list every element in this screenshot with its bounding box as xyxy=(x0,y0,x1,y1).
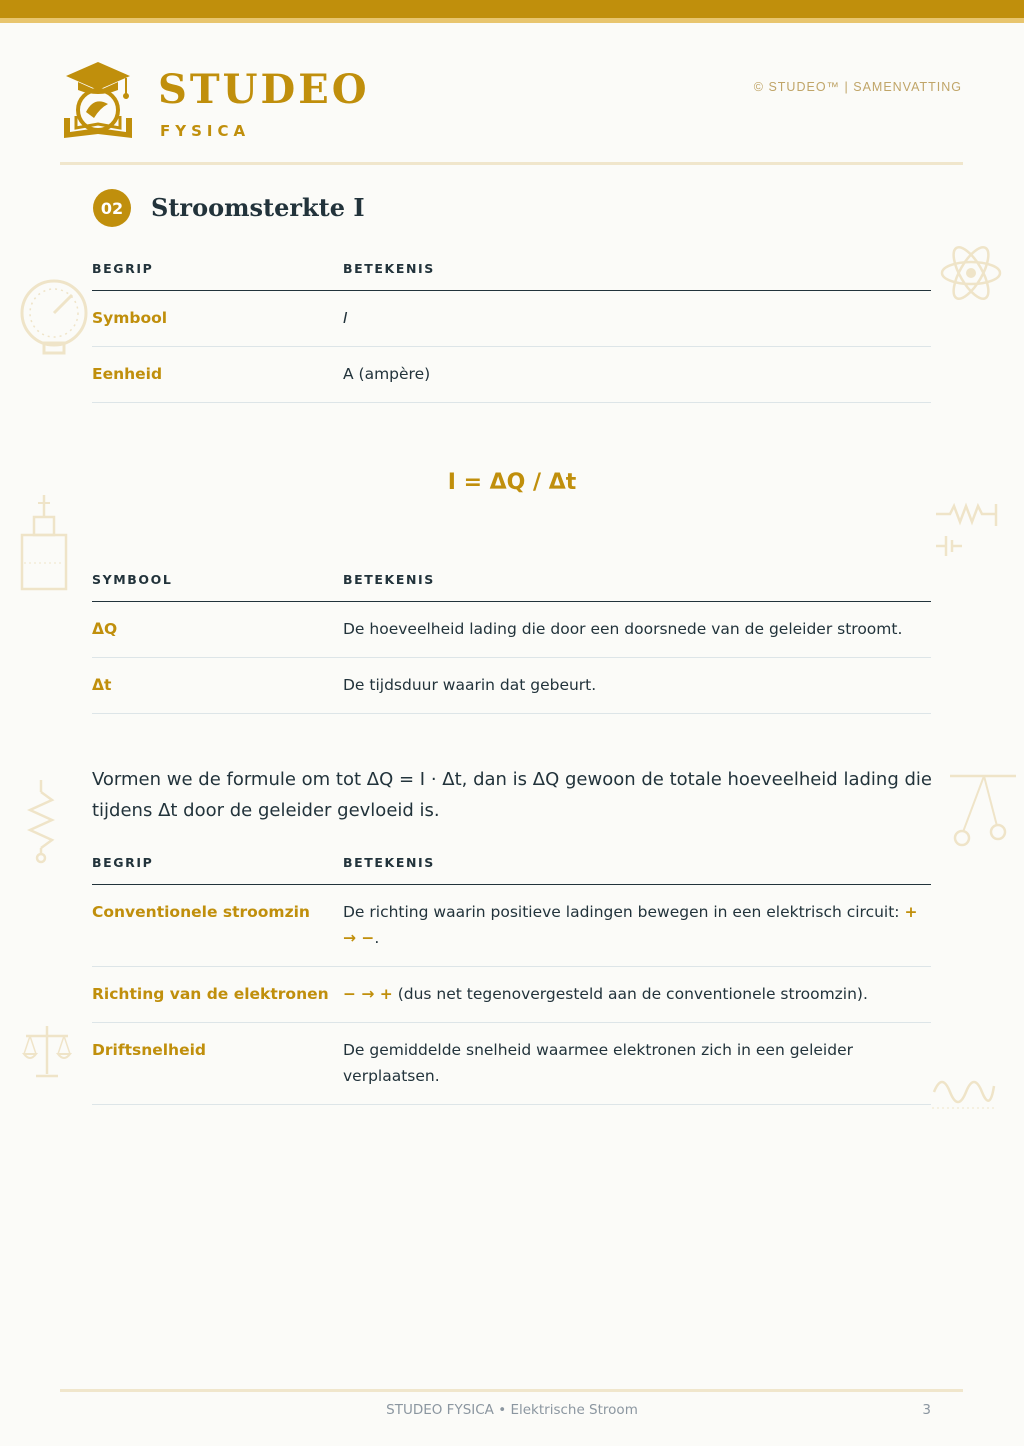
copyright-label: © STUDEO™ | SAMENVATTING xyxy=(753,80,962,94)
meaning-cell: De tijdsduur waarin dat gebeurt. xyxy=(343,658,931,714)
table-row xyxy=(92,1023,931,1105)
meaning-text: (dus net tegenovergesteld aan de conventionele stroomzin). xyxy=(392,985,868,1003)
term-cell: Eenheid xyxy=(92,347,343,403)
top-accent-bar xyxy=(0,0,1024,18)
meaning-text: . xyxy=(374,929,380,947)
atom-icon xyxy=(940,242,1002,304)
symbol-cell: ΔQ xyxy=(92,602,343,658)
brand-name: STUDEO xyxy=(158,66,370,113)
explanation-paragraph: Vormen we de formule om tot ΔQ = I · Δt, dan is ΔQ gewoon de totale hoeveelheid lading die tijdens Δt door de geleider gevloeid is. xyxy=(92,769,932,821)
battery-icon xyxy=(20,495,68,591)
symbol-cell: Δt xyxy=(92,658,343,714)
meaning-cell: I xyxy=(343,291,931,347)
column-header-meaning: BETEKENIS xyxy=(343,572,931,602)
term-cell: Symbool xyxy=(92,291,343,347)
meaning-cell: De hoeveelheid lading die door een doorsnede van de geleider stroomt. xyxy=(343,602,931,658)
direction-arrow: + → − xyxy=(343,903,918,947)
meaning-cell: A (ampère) xyxy=(343,347,931,403)
section-number-badge: 02 xyxy=(93,189,131,227)
scale-icon xyxy=(22,1024,72,1080)
top-accent-stripe xyxy=(0,18,1024,23)
table-row xyxy=(92,885,931,967)
section-title: Stroomsterkte I xyxy=(151,193,365,222)
meaning-text: De richting waarin positieve ladingen bewegen in een elektrisch circuit: xyxy=(343,903,905,921)
table-row xyxy=(92,602,931,658)
resistor-icon xyxy=(26,780,56,866)
term-cell: Driftsnelheid xyxy=(92,1023,343,1105)
meaning-cell: De gemiddelde snelheid waarmee elektronen zich in een geleider verplaatsen. xyxy=(343,1023,931,1105)
term-cell: Richting van de elektronen xyxy=(92,967,343,1023)
footer-text: STUDEO FYSICA • Elektrische Stroom xyxy=(386,1402,638,1418)
column-header-meaning: BETEKENIS xyxy=(343,855,931,885)
graduation-cap-logo-icon xyxy=(60,60,136,142)
column-header-term: BEGRIP xyxy=(92,261,343,291)
header-divider xyxy=(60,162,963,165)
column-header-term: BEGRIP xyxy=(92,855,343,885)
direction-arrow: − → + xyxy=(343,985,393,1003)
table-row xyxy=(92,291,931,347)
column-header-meaning: BETEKENIS xyxy=(343,261,931,291)
term-cell: Conventionele stroomzin xyxy=(92,885,343,967)
pendulum-icon xyxy=(950,772,1016,850)
circuit-icon xyxy=(936,500,1000,560)
table-row xyxy=(92,347,931,403)
column-header-symbol: SYMBOOL xyxy=(92,572,343,602)
meaning-cell xyxy=(343,885,931,967)
footer-divider xyxy=(60,1389,963,1392)
page-number: 3 xyxy=(922,1402,931,1418)
formula: I = ΔQ / Δt xyxy=(447,470,577,495)
brand-subtitle: FYSICA xyxy=(160,122,251,140)
meaning-cell xyxy=(343,967,931,1023)
gauge-icon xyxy=(20,277,92,355)
symbol-table xyxy=(92,572,931,714)
concepts-table xyxy=(92,855,931,1105)
table-row xyxy=(92,967,931,1023)
definition-table xyxy=(92,261,931,403)
wave-icon xyxy=(932,1072,996,1112)
table-row xyxy=(92,658,931,714)
